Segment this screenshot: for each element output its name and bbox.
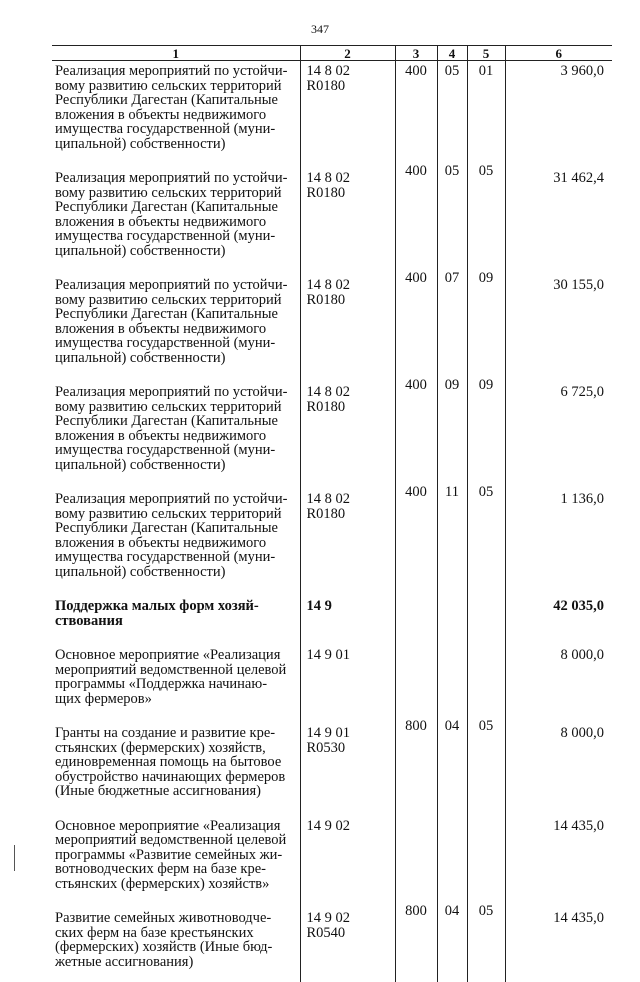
row-amount: 14 435,0: [505, 904, 612, 982]
row-col-4: 11: [437, 485, 467, 592]
header-col-6: 6: [505, 46, 612, 61]
row-col-3: 800: [395, 904, 437, 982]
row-col-3: 800: [395, 719, 437, 812]
row-col-5: 09: [467, 271, 505, 378]
row-code: 14 9 02: [300, 812, 395, 905]
table-row: [52, 164, 612, 271]
row-code: 14 9: [300, 592, 395, 641]
row-col-5: 05: [467, 164, 505, 271]
table-row: [52, 378, 612, 485]
row-code: 14 9 01 R0530: [300, 719, 395, 812]
row-col-5: [467, 641, 505, 719]
row-amount: 14 435,0: [505, 812, 612, 905]
table-header-row: [52, 46, 612, 61]
row-col-5: 09: [467, 378, 505, 485]
row-col-3: 400: [395, 378, 437, 485]
row-amount: 30 155,0: [505, 271, 612, 378]
row-code: 14 8 02 R0180: [300, 61, 395, 165]
row-name: Реализация мероприятий по устойчи- вому развитию сельских территорий Республики Дагестан (Капитальные вложения в объекты недвижимого имущества государственной (муни- ципальной) собственности): [55, 277, 288, 366]
table-row: [52, 271, 612, 378]
row-col-4: [437, 641, 467, 719]
row-amount: 1 136,0: [505, 485, 612, 592]
row-col-4: 07: [437, 271, 467, 378]
header-col-5: 5: [467, 46, 505, 61]
row-name: Поддержка малых форм хозяй- ствования: [55, 598, 259, 629]
row-col-3: 400: [395, 485, 437, 592]
row-name: Реализация мероприятий по устойчи- вому развитию сельских территорий Республики Дагестан (Капитальные вложения в объекты недвижимого имущества государственной (муни- ципальной) собственности): [55, 491, 288, 580]
row-name: Гранты на создание и развитие кре- стьянских (фермерских) хозяйств, единовременная помощь на бытовое обустройство начинающих фермеров (Иные бюджетные ассигнования): [55, 725, 286, 799]
row-col-5: 05: [467, 904, 505, 982]
row-col-4: [437, 592, 467, 641]
row-col-3: 400: [395, 164, 437, 271]
header-col-3: 3: [395, 46, 437, 61]
row-amount: 8 000,0: [505, 719, 612, 812]
table-row: [52, 719, 612, 812]
row-name: Основное мероприятие «Реализация мероприятий ведомственной целевой программы «Поддержка начинаю- щих фермеров»: [55, 647, 287, 707]
row-col-3: [395, 812, 437, 905]
row-name: Реализация мероприятий по устойчи- вому развитию сельских территорий Республики Дагестан (Капитальные вложения в объекты недвижимого имущества государственной (муни- ципальной) собственности): [55, 384, 288, 473]
row-code: 14 8 02 R0180: [300, 485, 395, 592]
row-col-3: [395, 592, 437, 641]
table-row: [52, 485, 612, 592]
table-row: [52, 641, 612, 719]
row-col-5: [467, 592, 505, 641]
row-amount: 6 725,0: [505, 378, 612, 485]
row-col-4: 09: [437, 378, 467, 485]
row-col-3: [395, 641, 437, 719]
row-col-4: 05: [437, 61, 467, 165]
table-row: [52, 812, 612, 905]
row-code: 14 9 02 R0540: [300, 904, 395, 982]
row-amount: 8 000,0: [505, 641, 612, 719]
page-number: 347: [311, 22, 329, 36]
row-code: 14 8 02 R0180: [300, 164, 395, 271]
row-col-5: 05: [467, 485, 505, 592]
row-code: 14 8 02 R0180: [300, 271, 395, 378]
row-name: Основное мероприятие «Реализация мероприятий ведомственной целевой программы «Развитие семейных жи- вотноводческих ферм на базе кре- стьянских (фермерских) хозяйств»: [55, 817, 287, 892]
table-row: [52, 904, 612, 982]
row-col-4: 04: [437, 719, 467, 812]
budget-table: [52, 45, 612, 982]
header-col-4: 4: [437, 46, 467, 61]
row-col-4: 04: [437, 904, 467, 982]
row-col-5: 01: [467, 61, 505, 165]
header-col-1: 1: [52, 46, 300, 61]
margin-mark: [14, 845, 15, 871]
row-code: 14 8 02 R0180: [300, 378, 395, 485]
row-code: 14 9 01: [300, 641, 395, 719]
row-name: Реализация мероприятий по устойчи- вому развитию сельских территорий Республики Дагестан (Капитальные вложения в объекты недвижимого имущества государственной (муни- ципальной) собственности): [55, 170, 288, 259]
row-col-5: [467, 812, 505, 905]
row-col-4: 05: [437, 164, 467, 271]
table-row: [52, 61, 612, 165]
table-row: [52, 592, 612, 641]
row-amount: 3 960,0: [505, 61, 612, 165]
header-col-2: 2: [300, 46, 395, 61]
row-col-5: 05: [467, 719, 505, 812]
row-col-3: 400: [395, 61, 437, 165]
row-amount: 42 035,0: [505, 592, 612, 641]
row-name: Развитие семейных животноводче- ских ферм на базе крестьянских (фермерских) хозяйств (Иные бюд- жетные ассигнования): [55, 910, 273, 970]
row-name: Реализация мероприятий по устойчи- вому развитию сельских территорий Республики Дагестан (Капитальные вложения в объекты недвижимого имущества государственной (муни- ципальной) собственности): [55, 63, 288, 152]
row-col-4: [437, 812, 467, 905]
row-col-3: 400: [395, 271, 437, 378]
row-amount: 31 462,4: [505, 164, 612, 271]
